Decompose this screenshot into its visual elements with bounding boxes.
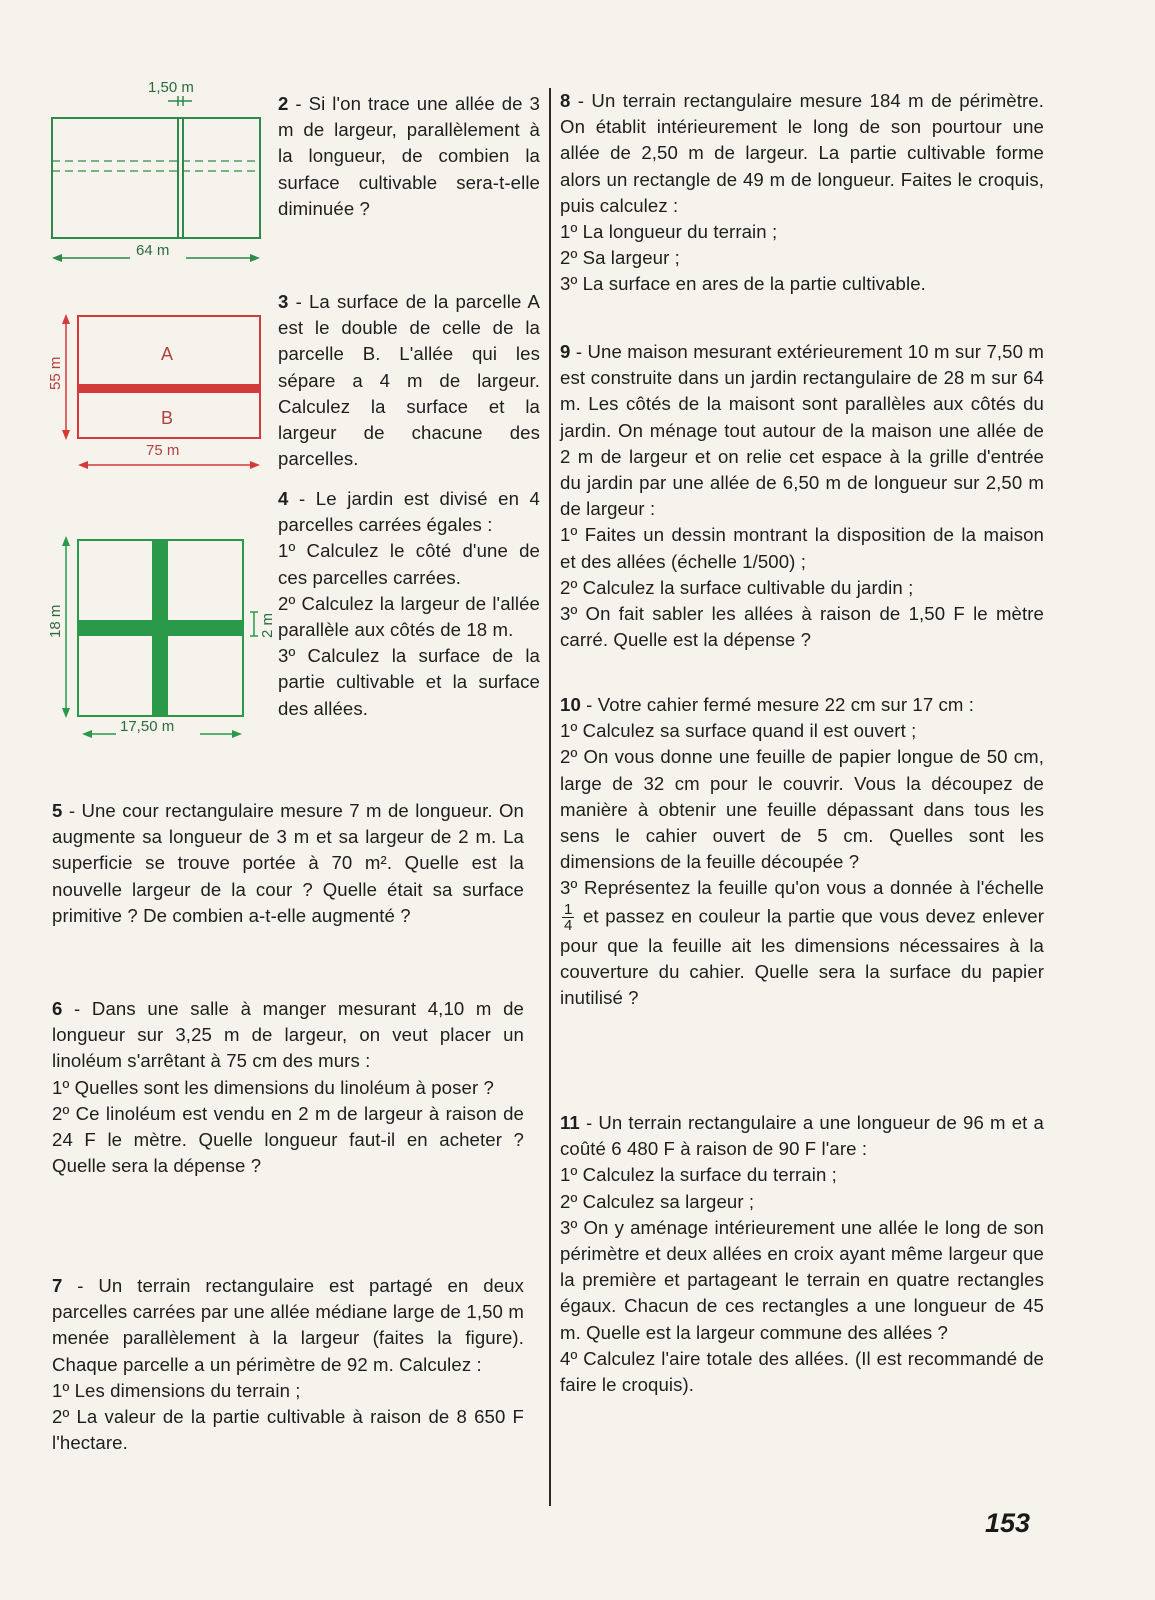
fig2-label-a: A <box>161 344 174 364</box>
problem-9-intro: - Une maison mesurant extérieurement 10 m sur 7,50 m est construite dans un jardin rectangulaire de 28 m sur 64 m. Les côtés de la maisont sont parallèles aux côtés du jardin. On ménage tout autour de la maison une allée de 2 m de largeur et on relie cet espace à la grille d'entrée du jardin par une allée de 6,50 m de longueur sur 2,50 m de largeur : <box>560 341 1044 520</box>
problem-11-item-4: 4º Calculez l'aire totale des allées. (Il est recommandé de faire le croquis). <box>560 1347 1044 1396</box>
problem-10-number: 10 <box>560 694 581 715</box>
problem-3-number: 3 <box>278 291 289 312</box>
problem-6 <box>52 996 524 1179</box>
problem-6-item-2: 2º Ce linoléum est vendu en 2 m de largeur à raison de 24 F le mètre. Quelle longueur faut-il en acheter ? Quelle sera la dépense ? <box>52 1102 524 1177</box>
problem-10-item-1: 1º Calculez sa surface quand il est ouvert ; <box>560 720 917 742</box>
fig3-arrow-down <box>62 708 70 718</box>
fig1-arrow-left <box>52 254 62 262</box>
problem-6-number: 6 <box>52 998 63 1019</box>
fig3-arrow-right <box>232 730 242 738</box>
figure-parcelles-a-b <box>47 310 272 480</box>
fig3-allee-label: 2 m <box>259 612 276 638</box>
problem-2 <box>278 91 540 222</box>
fig3-arrow-left <box>82 730 92 738</box>
page-number: 153 <box>985 1508 1031 1538</box>
problem-8-intro: - Un terrain rectangulaire mesure 184 m de périmètre. On établit intérieurement le long de son pourtour une allée de 2,50 m de largeur. La partie cultivable forme alors un rectangle de 49 m de longueur. Faites le croquis, puis calculez : <box>560 90 1044 216</box>
problem-11-intro: - Un terrain rectangulaire a une longueur de 96 m et a coûté 6 480 F à raison de 90 F l'are : <box>560 1112 1044 1160</box>
fig2-side-label: 55 m <box>47 356 64 390</box>
problem-8-item-3: 3º La surface en ares de la partie cultivable. <box>560 273 926 295</box>
problem-9-item-1: 1º Faites un dessin montrant la disposition de la maison et des allées (échelle 1/500) ; <box>560 524 1044 572</box>
problem-7-item-1: 1º Les dimensions du terrain ; <box>52 1379 301 1401</box>
problem-4-item-2: 2º Calculez la largeur de l'allée parallèle aux côtés de 18 m. <box>278 592 540 641</box>
problem-6-intro: - Dans une salle à manger mesurant 4,10 m de longueur sur 3,25 m de largeur, on veut placer un linoléum s'arrêtant à 75 cm des murs : <box>52 998 524 1072</box>
fig1-rectangle <box>52 118 260 238</box>
problem-11-item-2: 2º Calculez sa largeur ; <box>560 1190 755 1212</box>
problem-3 <box>278 289 540 472</box>
problem-10-item-2: 2º On vous donne une feuille de papier longue de 50 cm, large de 32 cm pour le couvrir. Vous la découpez de manière à obtenir une feuille dépassant dans tous les sens le cahier ouvert de 5 cm. Quelles sont les dimensions de la feuille découpée ? <box>560 746 1044 873</box>
problem-11-item-3: 3º On y aménage intérieurement une allée le long de son périmètre et deux allées en croix ayant même largeur que la première et partageant le terrain en quatre rectangles égaux. Chacun de ces rectangles a une longueur de 45 m. Quelle est la largeur commune des allées ? <box>560 1216 1044 1343</box>
fig1-arrow-right <box>250 254 260 262</box>
problem-8-item-1: 1º La longueur du terrain ; <box>560 221 778 243</box>
fig2-arrow-up <box>62 314 70 324</box>
problem-9-number: 9 <box>560 341 571 362</box>
problem-4-item-1: 1º Calculez le côté d'une de ces parcelles carrées. <box>278 540 540 588</box>
problem-2-number: 2 <box>278 93 289 114</box>
column-divider <box>549 88 551 1506</box>
figure-3-svg <box>47 532 282 747</box>
problem-8-number: 8 <box>560 90 571 111</box>
problem-8-item-2: 2º Sa largeur ; <box>560 247 680 269</box>
problem-10 <box>560 692 1044 1011</box>
scale-fraction <box>562 902 574 933</box>
fig3-arrow-up <box>62 536 70 546</box>
problem-8 <box>560 88 1044 298</box>
fig2-arrow-down <box>62 430 70 440</box>
problem-4-number: 4 <box>278 488 289 509</box>
problem-11 <box>560 1110 1044 1398</box>
figure-allee-64m <box>52 70 272 275</box>
problem-7-intro: - Un terrain rectangulaire est partagé en deux parcelles carrées par une allée médiane large de 1,50 m menée parallèlement à la largeur (faites la figure). Chaque parcelle a un périmètre de 92 m. Calculez : <box>52 1275 524 1375</box>
problem-9-item-2: 2º Calculez la surface cultivable du jardin ; <box>560 576 914 598</box>
problem-5 <box>52 798 524 929</box>
fig2-allee <box>78 384 260 393</box>
fig2-arrow-left <box>78 461 88 469</box>
figure-2-svg <box>47 310 272 475</box>
fig3-bottom-label: 17,50 m <box>120 718 175 735</box>
fraction-denominator: 4 <box>564 916 573 934</box>
figure-quatre-parcelles <box>47 532 282 752</box>
fig2-arrow-right <box>250 461 260 469</box>
fig3-side-label: 18 m <box>47 604 64 638</box>
fraction-numerator: 1 <box>564 900 573 918</box>
figure-1-svg <box>52 70 272 270</box>
problem-3-text: - La surface de la parcelle A est le double de celle de la parcelle B. L'allée qui les sépare a 4 m de largeur. Calculez la surface et la largeur de chacune des parcelles. <box>278 291 540 470</box>
problem-7-number: 7 <box>52 1275 63 1296</box>
problem-5-number: 5 <box>52 800 63 821</box>
problem-10-intro: - Votre cahier fermé mesure 22 cm sur 17 cm : <box>586 694 975 715</box>
problem-5-text: - Une cour rectangulaire mesure 7 m de longueur. On augmente sa longueur de 3 m et sa largeur de 2 m. La superficie se trouve portée à 70 m². Quelle est la nouvelle largeur de la cour ? Quelle était sa surface primitive ? De combien a-t-elle augmenté ? <box>52 800 524 926</box>
fig3-allee-horizontal <box>78 620 243 636</box>
problem-7 <box>52 1273 524 1456</box>
problem-11-number: 11 <box>560 1112 580 1133</box>
problem-6-item-1: 1º Quelles sont les dimensions du linoléum à poser ? <box>52 1076 494 1098</box>
problem-4-intro: - Le jardin est divisé en 4 parcelles carrées égales : <box>278 488 540 536</box>
problem-7-item-2: 2º La valeur de la partie cultivable à raison de 8 650 F l'hectare. <box>52 1406 524 1454</box>
problem-4 <box>278 486 540 722</box>
problem-10-item-3-end: et passez en couleur la partie que vous devez enlever pour que la feuille ait les dimensions nécessaires à la couverture du cahier. Quelle sera la surface du papier inutilisé ? <box>560 905 1044 1009</box>
problem-11-item-1: 1º Calculez la surface du terrain ; <box>560 1164 837 1186</box>
fig2-bottom-label: 75 m <box>146 442 180 459</box>
problem-4-item-3: 3º Calculez la surface de la partie cultivable et la surface des allées. <box>278 645 540 719</box>
problem-2-text: - Si l'on trace une allée de 3 m de largeur, parallèlement à la longueur, de combien la surface cultivable sera-t-elle diminuée ? <box>278 93 540 219</box>
fig2-label-b: B <box>161 408 174 428</box>
fig1-bottom-label: 64 m <box>136 242 170 259</box>
problem-9-item-3: 3º On fait sabler les allées à raison de 1,50 F le mètre carré. Quelle est la dépense ? <box>560 603 1044 651</box>
problem-10-item-3-start: 3º Représentez la feuille qu'on vous a donnée à l'échelle <box>560 877 1044 899</box>
fig1-top-label: 1,50 m <box>148 79 194 96</box>
problem-9 <box>560 339 1044 653</box>
problem-10-item-3 <box>560 875 1044 1011</box>
